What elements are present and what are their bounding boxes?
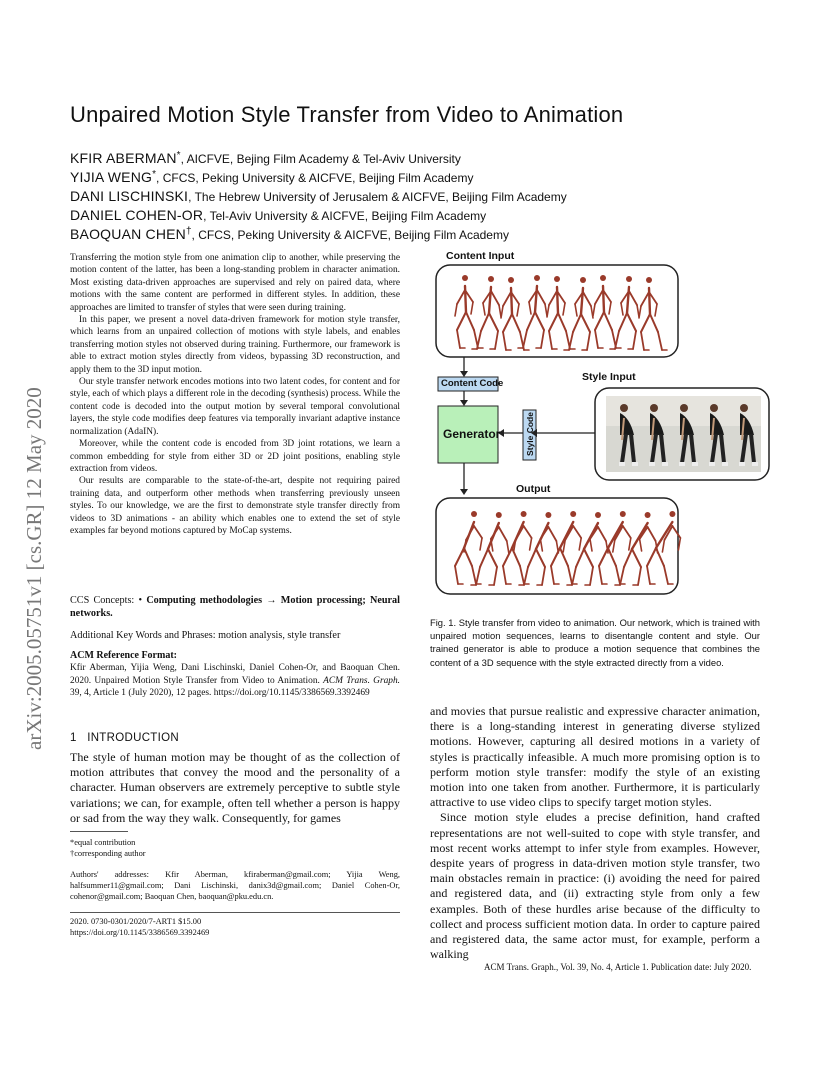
paper-title: Unpaired Motion Style Transfer from Video to Animation bbox=[70, 102, 624, 127]
skeleton-head bbox=[471, 511, 477, 517]
skeleton-head bbox=[545, 512, 551, 518]
skeleton-head bbox=[620, 511, 626, 517]
author-name: DANI LISCHINSKI bbox=[70, 188, 189, 204]
output-label: Output bbox=[516, 483, 551, 495]
skeleton-head bbox=[534, 275, 540, 281]
skeleton-head bbox=[600, 275, 606, 281]
video-person-part bbox=[752, 462, 758, 466]
video-person-part bbox=[662, 462, 668, 466]
section-number: 1 bbox=[70, 732, 77, 744]
author-mark: * bbox=[152, 169, 157, 180]
skeleton-head bbox=[580, 277, 586, 283]
skeleton-head bbox=[626, 276, 632, 282]
skeleton-head bbox=[462, 275, 468, 281]
author-affiliation: , CFCS, Peking University & AICFVE, Beijing Film Academy bbox=[191, 228, 509, 242]
skeleton-head bbox=[521, 511, 527, 517]
acm-reference-journal: ACM Trans. Graph. bbox=[323, 675, 401, 686]
video-person-part bbox=[739, 462, 745, 466]
author-line bbox=[70, 188, 567, 204]
keywords-prefix: Additional Key Words and Phrases: bbox=[70, 630, 219, 641]
intro-paragraph: The style of human motion may be thought of as the collection of motion attributes that convey the mood and the personality of a character. Human observers are extremely perceptive to subtle style variations; we can, for example, often tell whether a person is happy or sad from the way they walk. Consequently, for games bbox=[70, 750, 400, 825]
video-person-part bbox=[680, 404, 688, 412]
content-code-label: Content Code bbox=[441, 378, 504, 389]
abstract-paragraph: Transferring the motion style from one animation clip to another, while preserving the motion content of the latter, has been a long-standing problem in character animation. Most existing data-driven approaches are supervised and rely on paired data, where motions with the same content are performed in different styles. In addition, these approaches are limited to transfer of styles that were seen during training. bbox=[70, 253, 400, 313]
content-input-label: Content Input bbox=[446, 250, 515, 262]
skeleton-head bbox=[595, 512, 601, 518]
author-mark: † bbox=[185, 226, 192, 237]
video-person-part bbox=[710, 404, 718, 412]
intro-paragraph: Since motion style eludes a precise definition, hand crafted representations are not well-suited to cope with style transfer, and most recent works attempt to infer style from examples. However, despite years of progress in data-driven motion style transfer, two main obstacles remain in practice: (i) avoiding the need for paired and registered data, and (ii) extracting style from only a few examples. Both of these hurdles arise because of the difficulty to collect and process sufficient motion data. In order to capture paired and registered data, the same actor must, for example, perform a walking bbox=[430, 810, 760, 962]
author-name: KFIR ABERMAN bbox=[70, 150, 177, 166]
ccs-prefix: CCS Concepts: • bbox=[70, 595, 147, 606]
video-person-part bbox=[649, 462, 655, 466]
video-person-part bbox=[722, 462, 728, 466]
acm-reference bbox=[70, 650, 400, 700]
arrow-head bbox=[460, 371, 468, 377]
skeleton-head bbox=[554, 276, 560, 282]
style-code-label: Style Code bbox=[525, 412, 535, 456]
skeleton-head bbox=[570, 511, 576, 517]
arxiv-stamp bbox=[22, 280, 46, 750]
arrow-head bbox=[460, 400, 468, 406]
generator-label: Generator bbox=[443, 427, 501, 441]
abstract-paragraph: In this paper, we present a novel data-driven framework for motion style transfer, which learns from an unpaired collection of motions with style labels, and enables transferring motion styles not observed during training. Furthermore, our framework is able to extract motion styles directly from videos, bypassing 3D reconstruction, and apply them to the 3D input motion. bbox=[70, 315, 400, 375]
author-name: BAOQUAN CHEN bbox=[70, 226, 186, 242]
arrow-head bbox=[460, 489, 468, 495]
keywords-list: motion analysis, style transfer bbox=[218, 630, 341, 641]
video-person-part bbox=[679, 462, 685, 466]
copyright-rule bbox=[70, 912, 400, 913]
video-person-part bbox=[740, 404, 748, 412]
intro-paragraph: and movies that pursue realistic and expressive character animation, there is a long-standing interest in generating diverse stylized motions. However, capturing all desired motions in a variety of styles is practically infeasible. A much more promising option is to perform motion style transfer: modify the style of an existing motion into one taken from another. Furthermore, it is particularly attractive to use video clips to specify target motion styles. bbox=[430, 704, 760, 810]
arxiv-id: arXiv:2005.05751v1 [cs.GR] 12 May 2020 bbox=[22, 387, 46, 750]
abstract-paragraph: Our style transfer network encodes motions into two latent codes, for content and for style, each of which plays a different role in the decoding (synthesis) process. While the content code is decoded into the output motion by several temporal convolutional layers, the style code modifies deep features via temporally invariant adaptive instance normalization (AdaIN). bbox=[70, 377, 400, 437]
author-affiliation: , AICFVE, Bejing Film Academy & Tel-Aviv University bbox=[180, 152, 461, 166]
author-line bbox=[70, 207, 486, 223]
author-line bbox=[70, 169, 473, 185]
skeleton-head bbox=[646, 277, 652, 283]
footnote-equal: *equal contribution bbox=[70, 838, 136, 847]
abstract bbox=[70, 252, 400, 537]
skeleton-head bbox=[488, 276, 494, 282]
skeleton-head bbox=[496, 512, 502, 518]
video-person-part bbox=[620, 404, 628, 412]
author-affiliation: , The Hebrew University of Jerusalem & AICFVE, Beijing Film Academy bbox=[188, 190, 567, 204]
skeleton-head bbox=[508, 277, 514, 283]
page-footer: ACM Trans. Graph., Vol. 39, No. 4, Article 1. Publication date: July 2020. bbox=[484, 962, 752, 972]
author-addresses: Authors' addresses: Kfir Aberman, kfiraberman@gmail.com; Yijia Weng, halfsummer11@gmail.com; Dani Lischinski, danix3d@gmail.com; Daniel Cohen-Or, cohenor@gmail.com; Baoquan Chen, baoquan@pku.edu.cn. bbox=[70, 870, 400, 901]
video-person-part bbox=[709, 462, 715, 466]
author-name: DANIEL COHEN-OR bbox=[70, 207, 204, 223]
skeleton-head bbox=[669, 511, 675, 517]
video-person-part bbox=[619, 462, 625, 466]
footnote-rule bbox=[70, 831, 128, 832]
video-person-part bbox=[650, 404, 658, 412]
keywords bbox=[70, 630, 400, 642]
ccs-terms: Computing methodologies → Motion processing; Neural networks. bbox=[70, 595, 400, 620]
ccs-concepts bbox=[70, 594, 400, 621]
author-name: YIJIA WENG bbox=[70, 169, 153, 185]
style-input-label: Style Input bbox=[582, 371, 636, 383]
copyright-line: 2020. 0730-0301/2020/7-ART1 $15.00 bbox=[70, 917, 202, 926]
section-title: INTRODUCTION bbox=[87, 732, 179, 744]
author-mark: * bbox=[176, 150, 181, 161]
figure-diagram bbox=[430, 248, 770, 598]
footnote-corresponding: †corresponding author bbox=[70, 849, 146, 858]
acm-reference-text-2: 39, 4, Article 1 (July 2020), 12 pages. https://doi.org/10.1145/3386569.3392469 bbox=[70, 688, 370, 699]
video-person-part bbox=[632, 462, 638, 466]
abstract-paragraph: Our results are comparable to the state-of-the-art, despite not requiring paired training data, and outperform other methods when transferring previously unseen styles. To our knowledge, we are the first to demonstrate style transfer directly from videos to 3D animations - an ability which enables one to extend the set of style examples far beyond motions captured by MoCap systems. bbox=[70, 476, 400, 536]
intro-left bbox=[70, 750, 400, 826]
figure-1 bbox=[430, 248, 770, 598]
author-affiliation: , Tel-Aviv University & AICFVE, Beijing Film Academy bbox=[203, 209, 487, 223]
video-person-part bbox=[692, 462, 698, 466]
intro-right bbox=[430, 704, 760, 962]
figure-caption: Fig. 1. Style transfer from video to animation. Our network, which is trained with unpaired motion sequences, learns to disentangle content and style. Our trained generator is able to produce a motion sequence that combines the content of a 3D sequence with the style extracted directly from a video. bbox=[430, 617, 760, 668]
acm-reference-text: Kfir Aberman, Yijia Weng, Dani Lischinski, Daniel Cohen-Or, and Baoquan Chen. 2020. Unpaired Motion Style Transfer from Video to Animation. bbox=[70, 663, 400, 686]
doi-line: https://doi.org/10.1145/3386569.3392469 bbox=[70, 928, 210, 937]
author-line bbox=[70, 226, 509, 242]
acm-reference-heading: ACM Reference Format: bbox=[70, 650, 177, 661]
author-line bbox=[70, 150, 461, 166]
author-affiliation: , CFCS, Peking University & AICFVE, Beijing Film Academy bbox=[156, 171, 474, 185]
abstract-paragraph: Moreover, while the content code is encoded from 3D joint rotations, we learn a common embedding for style from either 3D or 2D joint positions, enabling style extraction from videos. bbox=[70, 439, 400, 474]
skeleton-head bbox=[645, 512, 651, 518]
section-heading bbox=[70, 732, 179, 744]
